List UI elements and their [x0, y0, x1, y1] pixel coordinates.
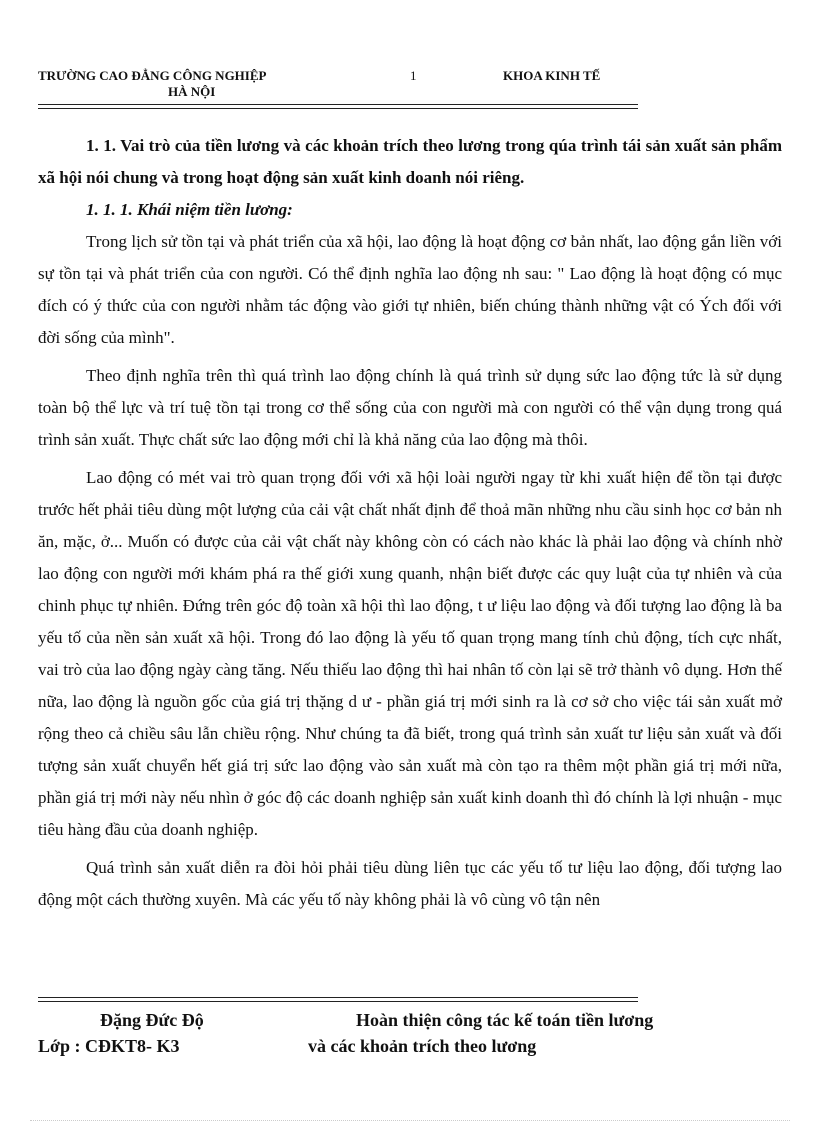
- document-body: [38, 130, 782, 922]
- paragraph-1: Trong lịch sử tồn tại và phát triển của xã hội, lao động là hoạt động cơ bản nhất, lao động gắn liền với sự tồn tại và phát triển của con người. Có thể định nghĩa lao động nh sau: " Lao động là hoạt động có mục đích có ý thức của con người nhằm tác động vào giới tự nhiên, biến chúng thành những vật có Ých đối với đời sống của mình".: [38, 232, 782, 347]
- page-number: 1: [410, 68, 417, 83]
- footer-title-line1: Hoàn thiện công tác kế toán tiền lương: [356, 1010, 654, 1030]
- header-school-line1: TRƯỜNG CAO ĐẲNG CÔNG NGHIỆP: [38, 68, 267, 83]
- footer-class: Lớp : CĐKT8- K3: [38, 1036, 180, 1056]
- footer-title-line2: và các khoản trích theo lương: [308, 1036, 537, 1056]
- header-school-line2: HÀ NỘI: [168, 84, 216, 99]
- header-department: KHOA KINH TẾ: [503, 68, 601, 83]
- header-divider: [38, 104, 638, 109]
- footer-author-name: Đặng Đức Độ: [100, 1010, 204, 1030]
- subsection-heading: 1. 1. 1. Khái niệm tiền lương:: [86, 200, 293, 219]
- paragraph-2: Theo định nghĩa trên thì quá trình lao động chính là quá trình sử dụng sức lao động tức là sử dụng toàn bộ thể lực và trí tuệ tồn tại trong cơ thể sống của con người mà con người có thể vận dụng trong quá trình sản xuất. Thực chất sức lao động mới chỉ là khả năng của lao động mà thôi.: [38, 366, 782, 449]
- header-school-name: [38, 68, 266, 100]
- page-bottom-border: [30, 1120, 790, 1121]
- paragraph-4: Quá trình sản xuất diễn ra đòi hỏi phải tiêu dùng liên tục các yếu tố tư liệu lao động, đối tượng lao động một cách thường xuyên. Mà các yếu tố này không phải là vô cùng vô tận nên: [38, 858, 782, 909]
- section-heading: 1. 1. Vai trò của tiền lương và các khoản trích theo lương trong qúa trình tái sản xuất sản phẩm xã hội nói chung và trong hoạt động sản xuất kinh doanh nói riêng.: [38, 136, 782, 187]
- footer-divider: [38, 997, 638, 1002]
- paragraph-3: Lao động có mét vai trò quan trọng đối với xã hội loài người ngay từ khi xuất hiện để tồn tại được trước hết phải tiêu dùng một lượng của cải vật chất nhất định để thoả mãn những nhu cầu sinh học cơ bản nh ăn, mặc, ở... Muốn có được của cải vật chất này không còn có cách nào khác là phải lao động và chính nhờ lao động con người mới khám phá ra thế giới xung quanh, nhận biết được các quy luật của tự nhiên và của chinh phục tự nhiên. Đứng trên góc độ toàn xã hội thì lao động, t ư liệu lao động và đối tượng lao động là ba yếu tố của nền sản xuất xã hội. Trong đó lao động là yếu tố quan trọng mang tính chủ động, tích cực nhất, vai trò của lao động ngày càng tăng. Nếu thiếu lao động thì hai nhân tố còn lại sẽ trở thành vô dụng. Hơn thế nữa, lao động là nguồn gốc của giá trị thặng d ư - phần giá trị mới sinh ra là cơ sở cho việc tái sản xuất mở rộng theo cả chiều sâu lẫn chiều rộng. Như chúng ta đã biết, trong quá trình sản xuất tư liệu sản xuất và đối tượng sản xuất chuyển hết giá trị sức lao động vào sản xuất mà còn tạo ra thêm một phần giá trị mới nữa, phần giá trị mới này nếu nhìn ở góc độ các doanh nghiệp sản xuất kinh doanh thì đó chính là lợi nhuận - mục tiêu hàng đầu của doanh nghiệp.: [38, 468, 782, 839]
